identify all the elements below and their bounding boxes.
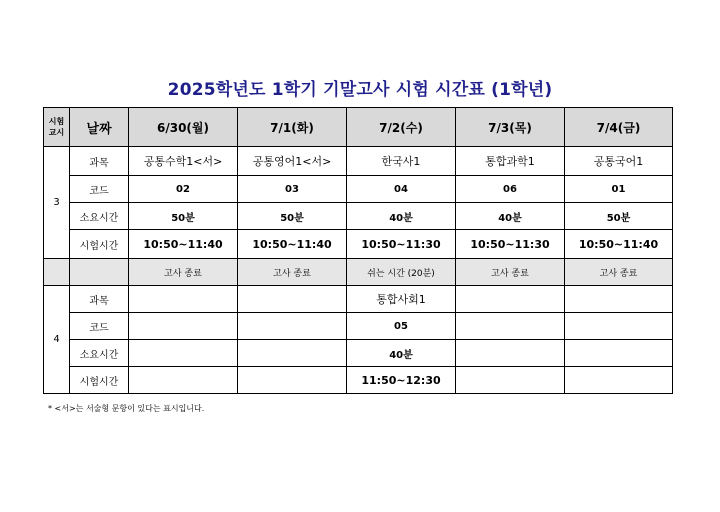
subject-label: 과목: [70, 147, 129, 176]
break-cell: 고사 종료: [238, 259, 347, 286]
period3-time-row: [44, 230, 673, 259]
date-header-fri: 7/4(금): [565, 108, 673, 147]
subject-cell: 한국사1: [347, 147, 456, 176]
subject-cell: [456, 286, 565, 313]
exam-time-cell: 10:50~11:40: [129, 230, 238, 259]
exam-schedule-table: [43, 107, 673, 394]
header-row: [44, 108, 673, 147]
code-label: 코드: [70, 313, 129, 340]
code-cell: 05: [347, 313, 456, 340]
date-header-thu: 7/3(목): [456, 108, 565, 147]
subject-label: 과목: [70, 286, 129, 313]
period3-subject-row: [44, 147, 673, 176]
duration-cell: 50분: [129, 203, 238, 230]
period4-time-row: [44, 367, 673, 394]
duration-cell: 40분: [456, 203, 565, 230]
duration-cell: [129, 340, 238, 367]
period4-duration-row: [44, 340, 673, 367]
exam-time-cell: 10:50~11:30: [347, 230, 456, 259]
subject-cell: 공통영어1<서>: [238, 147, 347, 176]
duration-cell: 50분: [565, 203, 673, 230]
break-period-cell: [44, 259, 70, 286]
exam-time-cell: [238, 367, 347, 394]
exam-time-label: 시험시간: [70, 230, 129, 259]
subject-cell: 통합과학1: [456, 147, 565, 176]
subject-cell: [238, 286, 347, 313]
duration-cell: 40분: [347, 340, 456, 367]
exam-time-cell: 10:50~11:40: [238, 230, 347, 259]
break-cell: 고사 종료: [129, 259, 238, 286]
period-4-cell: 4: [44, 286, 70, 394]
code-cell: 02: [129, 176, 238, 203]
code-cell: 06: [456, 176, 565, 203]
exam-time-cell: 10:50~11:30: [456, 230, 565, 259]
period-header-line1: 시험: [48, 117, 65, 126]
code-label: 코드: [70, 176, 129, 203]
break-cell: 쉬는 시간 (20분): [347, 259, 456, 286]
duration-label: 소요시간: [70, 340, 129, 367]
break-row: [44, 259, 673, 286]
date-header-wed: 7/2(수): [347, 108, 456, 147]
break-label-cell: [70, 259, 129, 286]
date-header-tue: 7/1(화): [238, 108, 347, 147]
page-title: 2025학년도 1학기 기말고사 시험 시간표 (1학년): [167, 80, 553, 100]
break-cell: 고사 종료: [456, 259, 565, 286]
duration-cell: [238, 340, 347, 367]
exam-time-cell: 11:50~12:30: [347, 367, 456, 394]
subject-cell: [565, 286, 673, 313]
period4-code-row: [44, 313, 673, 340]
code-cell: [238, 313, 347, 340]
duration-label: 소요시간: [70, 203, 129, 230]
duration-cell: [456, 340, 565, 367]
code-cell: 01: [565, 176, 673, 203]
period3-duration-row: [44, 203, 673, 230]
subject-cell: 통합사회1: [347, 286, 456, 313]
exam-time-cell: [565, 367, 673, 394]
footnote: * <서>는 서술형 문항이 있다는 표시입니다.: [48, 404, 205, 413]
code-cell: [456, 313, 565, 340]
date-label-header: 날짜: [70, 108, 129, 147]
duration-cell: 40분: [347, 203, 456, 230]
code-cell: 03: [238, 176, 347, 203]
period-3-cell: 3: [44, 147, 70, 259]
period4-subject-row: [44, 286, 673, 313]
code-cell: [129, 313, 238, 340]
exam-time-cell: 10:50~11:40: [565, 230, 673, 259]
exam-time-cell: [456, 367, 565, 394]
break-cell: 고사 종료: [565, 259, 673, 286]
code-cell: 04: [347, 176, 456, 203]
subject-cell: 공통국어1: [565, 147, 673, 176]
period-header-line2: 교시: [48, 128, 65, 137]
period3-code-row: [44, 176, 673, 203]
exam-time-label: 시험시간: [70, 367, 129, 394]
duration-cell: 50분: [238, 203, 347, 230]
period-header-cell: [44, 108, 70, 147]
date-header-mon: 6/30(월): [129, 108, 238, 147]
subject-cell: [129, 286, 238, 313]
duration-cell: [565, 340, 673, 367]
code-cell: [565, 313, 673, 340]
subject-cell: 공통수학1<서>: [129, 147, 238, 176]
exam-time-cell: [129, 367, 238, 394]
